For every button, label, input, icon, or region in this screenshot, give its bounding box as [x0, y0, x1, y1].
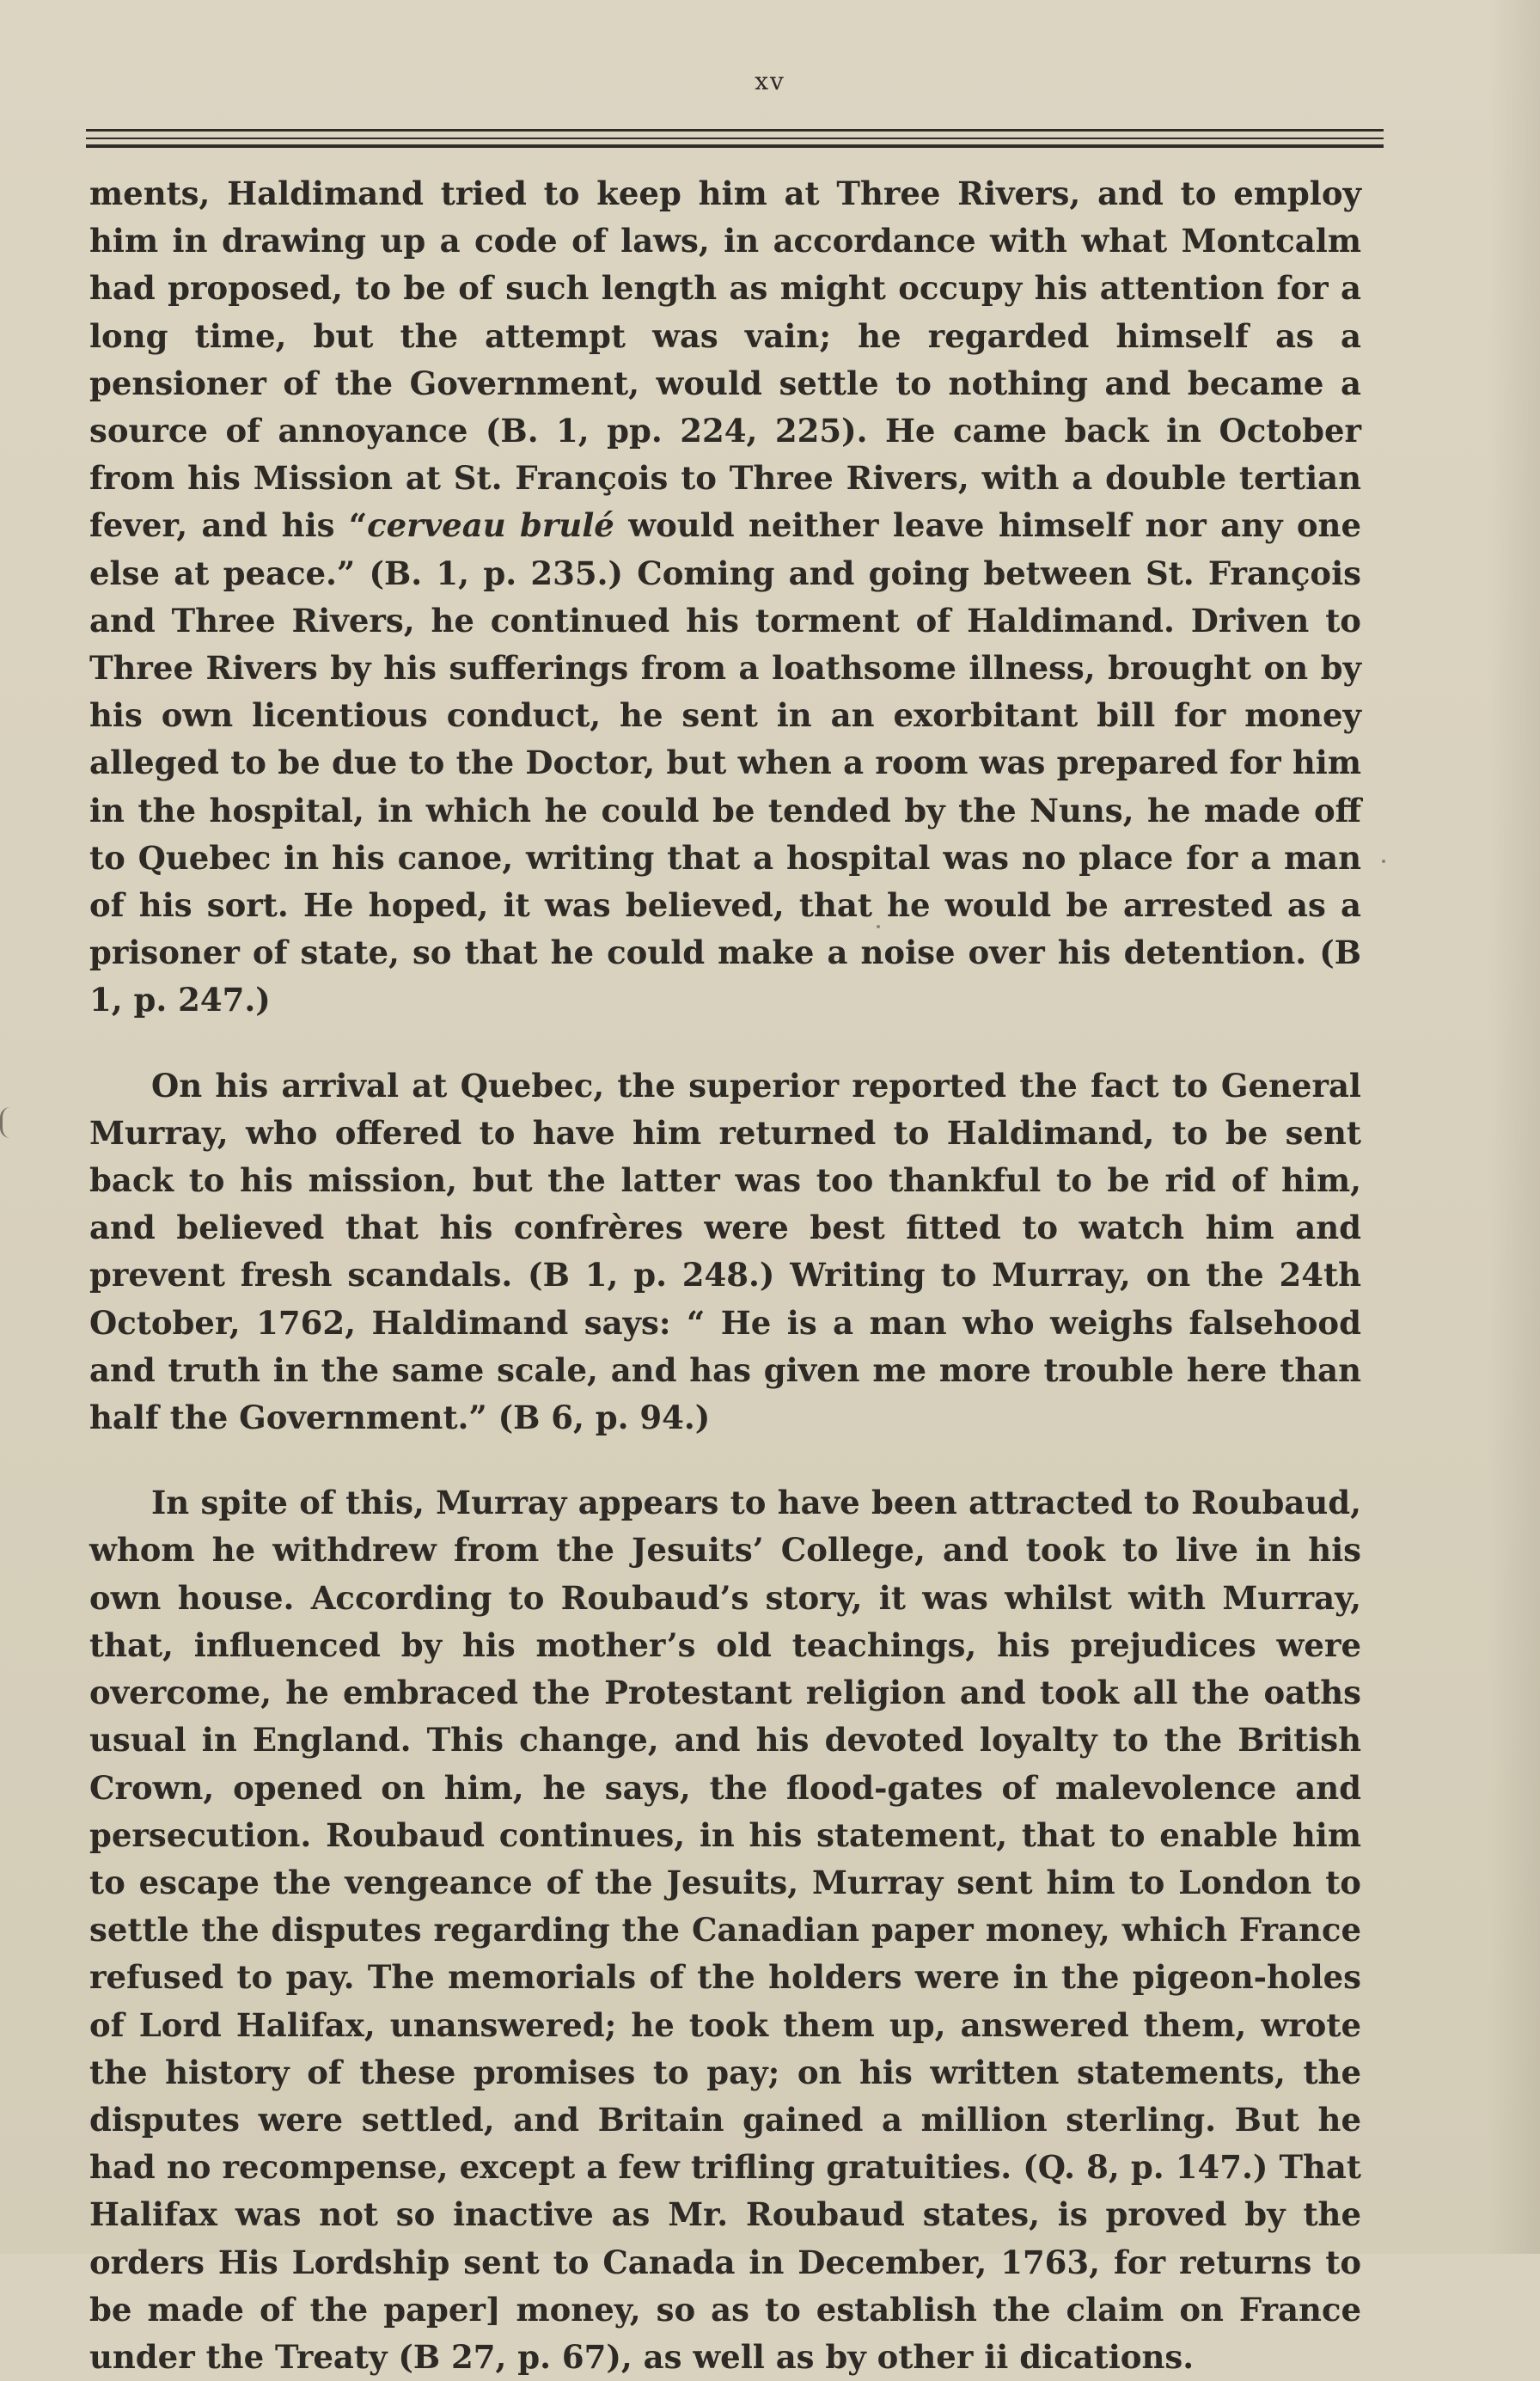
paragraph-3: In spite of this, Murray appears to have been attracted to Roubaud, whom he withdrew from the Jesuits’ College, and took to live in his own house. According to Roubaud’s story, it was whilst with Murray, that, influenced by his mother’s old teachings, his prejudices were overcome, he embraced the Protestant religion and took all the oaths usual in England. This change, and his devoted loyalty to the British Crown, opened on him, he says, the flood-gates of malevolence and persecution. Roubaud continues, in his statement, that to enable him to escape the vengeance of the Jesuits, Murray sent him to London to settle the disputes regarding the Canadian paper money, which France refused to pay. The memorials of the holders were in the pigeon-holes of Lord Halifax, unanswered; he took them up, answered them, wrote the history of these promises to pay; on his written statements, the disputes were settled, and Britain gained a million sterling. But he had no recompense, except a few trifling gratuities. (Q. 8, p. 147.) That Halifax was not so inactive as Mr. Roubaud states, is proved by the orders His Lordship sent to Canada in December, 1763, for returns to be made of the paper] money, so as to establish the claim on France under the Treaty (B 27, p. 67), as well as by other ii dications. [89, 1484, 1361, 2376]
header-rule-top [86, 129, 1384, 132]
paragraph-1 [89, 170, 1361, 1025]
header-rule-bottom [86, 144, 1384, 148]
paragraph-1-part-2: would neither leave himself nor any one else at peace.” (B. 1, p. 235.) Coming and going between St. François and Three Rivers, he continued his torment of Haldimand. Driven to Three Rivers by his sufferings from a loathsome illness, brought on by his own licentious conduct, he sent in an exorbitant bill for money alleged to be due to the Doctor, but when a room was prepared for him in the hospital, in which he could be tended by the Nuns, he made off to Quebec in his canoe, writing that a hospital was no place for a man of his sort. He hoped, it was believed, that he would be arrested as a prisoner of state, so that he could make a noise over his detention. (B 1, p. 247.) [89, 506, 1361, 1019]
margin-mark [0, 1107, 15, 1138]
header-rule-middle [86, 138, 1384, 139]
paragraph-1-part-1: ments, Haldimand tried to keep him at Three Rivers, and to employ him in drawing up a code of laws, in accordance with what Montcalm had proposed, to be of such length as might occupy his attention for a long time, but the attempt was vain; he regarded himself as a pensioner of the Government, would settle to nothing and became a source of annoyance (B. 1, pp. 224, 225). He came back in October from his Mission at St. François to Three Rivers, with a double tertian fever, and his “ [89, 174, 1361, 545]
italic-phrase: cerveau brulé [367, 506, 614, 545]
body-text [89, 170, 1361, 2381]
page-number: xv [755, 67, 785, 95]
page-edge-shadow [1488, 0, 1540, 2254]
stray-mark [1382, 860, 1385, 863]
paragraph-2: On his arrival at Quebec, the superior reported the fact to General Murray, who offered to have him returned to Haldimand, to be sent back to his mission, but the latter was too thankful to be rid of him, and believed that his confrères were best fitted to watch him and prevent fresh scandals. (B 1, p. 248.) Writing to Murray, on the 24th October, 1762, Haldimand says: “ He is a man who weighs falsehood and truth in the same scale, and has given me more trouble here than half the Government.” (B 6, p. 94.) [89, 1066, 1361, 1437]
